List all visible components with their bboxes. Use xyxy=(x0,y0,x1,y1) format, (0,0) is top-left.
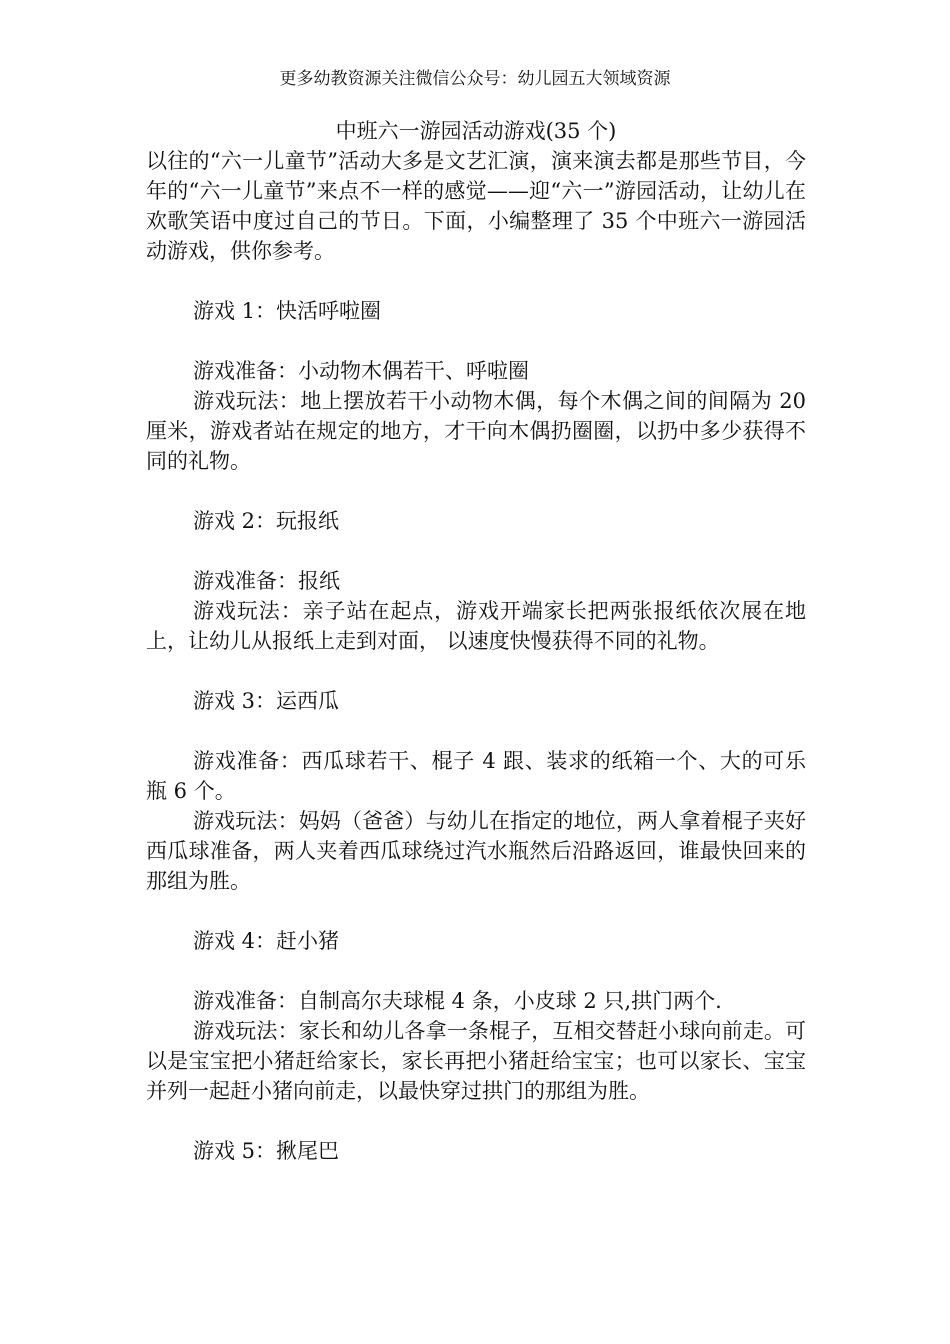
game-heading: 游戏 2：玩报纸 xyxy=(193,509,340,533)
game-prep: 游戏准备：西瓜球若干、棍子 4 跟、装求的纸箱一个、大的可乐瓶 6 个。 xyxy=(146,749,806,803)
game-prep: 游戏准备：自制高尔夫球棍 4 条，小皮球 2 只,拱门两个. xyxy=(193,989,722,1013)
page-header: 更多幼教资源关注微信公众号：幼儿园五大领域资源 xyxy=(279,69,671,89)
game-heading: 游戏 4：赶小猪 xyxy=(193,929,340,953)
game-play: 游戏玩法：亲子站在起点，游戏开端家长把两张报纸依次展在地上，让幼儿从报纸上走到对面， 以速度快慢获得不同的礼物。 xyxy=(146,599,806,653)
game-play: 游戏玩法：地上摆放若干小动物木偶，每个木偶之间的间隔为 20 厘米，游戏者站在规定的地方，才干向木偶扔圈圈，以扔中多少获得不同的礼物。 xyxy=(146,389,806,473)
game-heading: 游戏 5：揪尾巴 xyxy=(193,1139,340,1163)
game-prep: 游戏准备：报纸 xyxy=(193,569,340,593)
game-play: 游戏玩法：妈妈（爸爸）与幼儿在指定的地位，两人拿着棍子夹好西瓜球准备，两人夹着西瓜球绕过汽水瓶然后沿路返回，谁最快回来的那组为胜。 xyxy=(146,809,806,893)
intro-paragraph: 以往的“六一儿童节”活动大多是文艺汇演，演来演去都是那些节目，今年的“六一儿童节”来点不一样的感觉——迎“六一”游园活动，让幼儿在欢歌笑语中度过自己的节日。下面，小编整理了 35 个中班六一游园活动游戏，供你参考。 xyxy=(146,149,806,263)
game-heading: 游戏 1：快活呼啦圈 xyxy=(193,299,382,323)
document-body xyxy=(146,116,806,1166)
document-title: 中班六一游园活动游戏(35 个) xyxy=(335,119,617,143)
game-heading: 游戏 3：运西瓜 xyxy=(193,689,340,713)
game-prep: 游戏准备：小动物木偶若干、呼啦圈 xyxy=(193,359,529,383)
game-play: 游戏玩法：家长和幼儿各拿一条棍子，互相交替赶小球向前走。可以是宝宝把小猪赶给家长，家长再把小猪赶给宝宝；也可以家长、宝宝并列一起赶小猪向前走，以最快穿过拱门的那组为胜。 xyxy=(146,1019,806,1103)
